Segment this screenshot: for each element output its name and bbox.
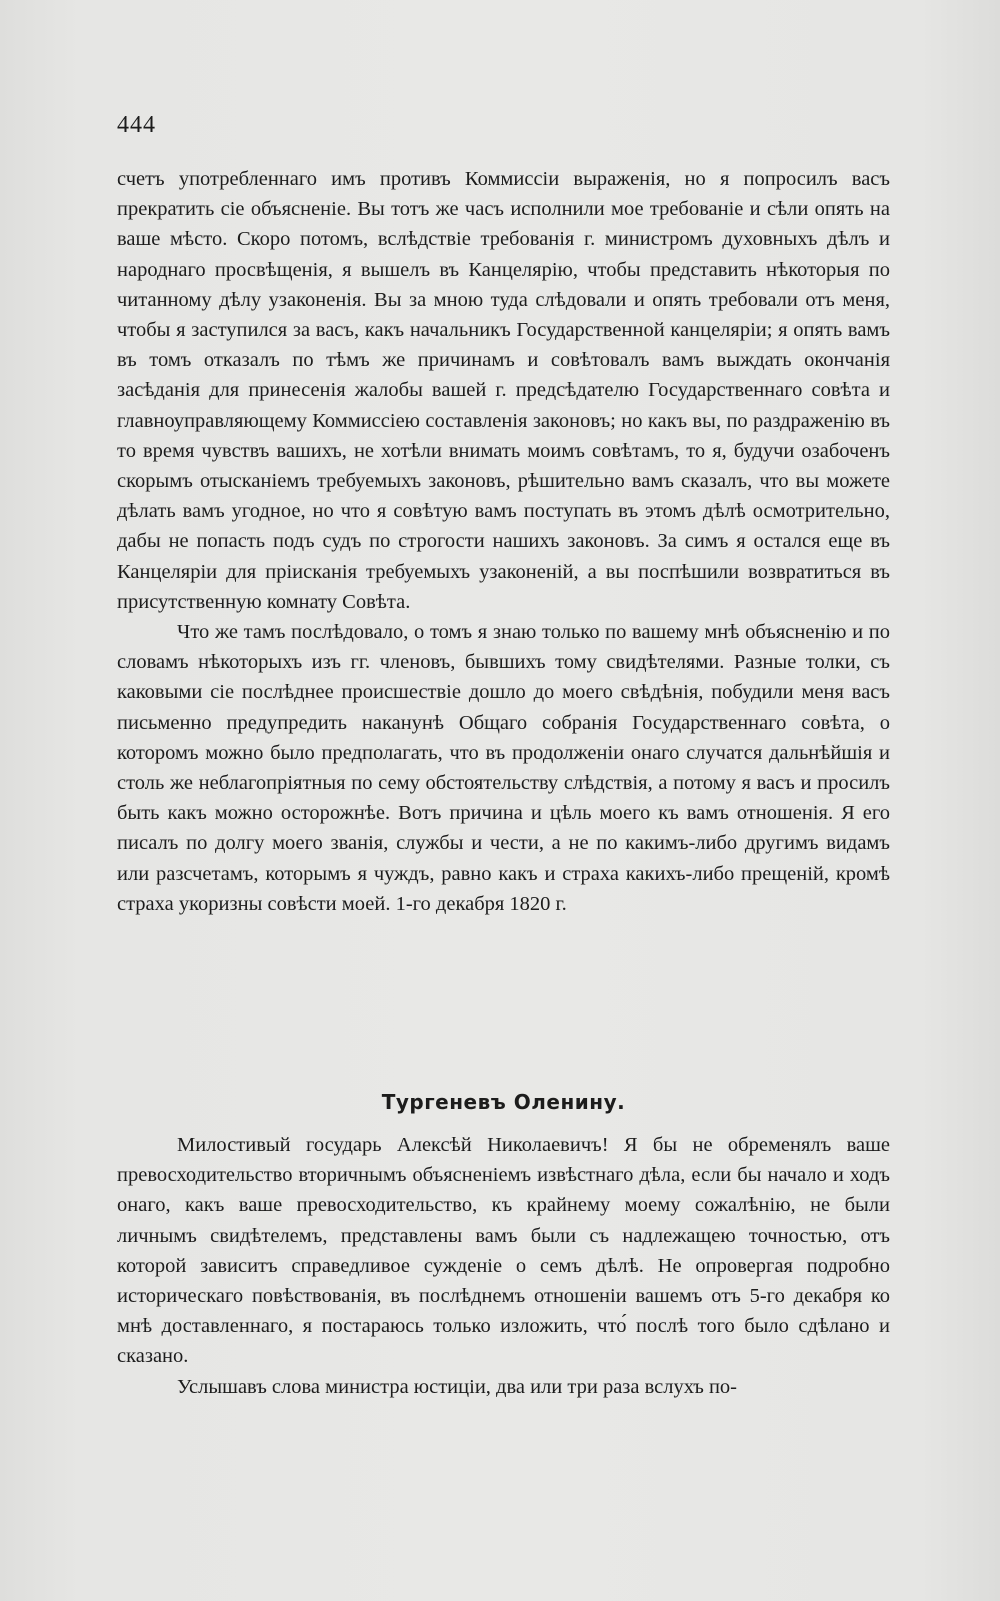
body-text-top — [117, 164, 890, 919]
paragraph: Милостивый государь Алексѣй Николаевичъ! Я бы не обременялъ ваше превосходительство вторичнымъ объясненіемъ извѣстнаго дѣла, если бы начало и ходъ онаго, какъ ваше превосходительство, къ крайнему моему сожалѣнію, не были личнымъ свидѣтелемъ, представлены вамъ были съ надлежащею точностью, отъ которой зависитъ справедливое сужденіе о семъ дѣлѣ. Не опровергая подробно историческаго повѣствованія, въ послѣднемъ отношеніи вашемъ отъ 5-го декабря ко мнѣ доставленнаго, я постараюсь только изложить, что́ послѣ того было сдѣлано и сказано. — [117, 1134, 890, 1368]
paragraph-continued: счетъ употребленнаго имъ противъ Коммиссіи выраженія, но я попросилъ васъ прекратить сіе объясненіе. Вы тотъ же часъ исполнили мое требованіе и сѣли опять на ваше мѣсто. Скоро потомъ, вслѣдствіе требованія г. министромъ духовныхъ дѣлъ и народнаго просвѣщенія, я вышелъ въ Канцелярію, чтобы представить нѣкоторыя по читанному дѣлу узаконенія. Вы за мною туда слѣдовали и опять требовали отъ меня, чтобы я заступился за васъ, какъ начальникъ Государственной канцеляріи; я опять вамъ въ томъ отказалъ по тѣмъ же причинамъ и совѣтовалъ вамъ выждать окончанія засѣданія для принесенія жалобы вашей г. предсѣдателю Государственнаго совѣта и главноуправляющему Коммиссіею составленія законовъ; но какъ вы, по раздраженію въ то время чувствъ вашихъ, не хотѣли внимать моимъ совѣтамъ, то я, будучи озабоченъ скорымъ отысканіемъ требуемыхъ законовъ, рѣшительно вамъ сказалъ, что вы можете дѣлать вамъ угодное, но что я совѣтую вамъ поступать въ этомъ дѣлѣ осмотрительно, дабы не попасть подъ судъ по строгости нашихъ законовъ. За симъ я остался еще въ Канцеляріи для пріисканія требуемыхъ узаконеній, а вы поспѣшили возвратиться въ присутственную комнату Совѣта. — [117, 168, 890, 613]
paragraph: Услышавъ слова министра юстиціи, два или три раза вслухъ по- — [177, 1375, 738, 1398]
page-number: 444 — [117, 112, 156, 138]
paragraph: Что же тамъ послѣдовало, о томъ я знаю только по вашему мнѣ объясненію и по словамъ нѣкоторыхъ изъ гг. членовъ, бывшихъ тому свидѣтелями. Разные толки, съ каковыми сіе послѣднее происшествіе дошло до моего свѣдѣнія, побудили меня васъ письменно предупредить наканунѣ Общаго собранія Государственнаго совѣта, о которомъ можно было предполагать, что въ продолженіи онаго случатся дальнѣйшія и столь же неблагопріятныя по сему обстоятельству слѣдствія, а потому я васъ и просилъ быть какъ можно осторожнѣе. Вотъ причина и цѣль моего къ вамъ отношенія. Я его писалъ по долгу моего званія, службы и чести, а не по какимъ-либо другимъ видамъ или разсчетамъ, которымъ я чуждъ, равно какъ и страха какихъ-либо прещеній, кромѣ страха укоризны совѣсти моей. 1-го декабря 1820 г. — [117, 621, 890, 915]
letter-heading: Тургеневъ Оленину. — [381, 1090, 626, 1114]
body-text-bottom — [117, 1130, 890, 1402]
